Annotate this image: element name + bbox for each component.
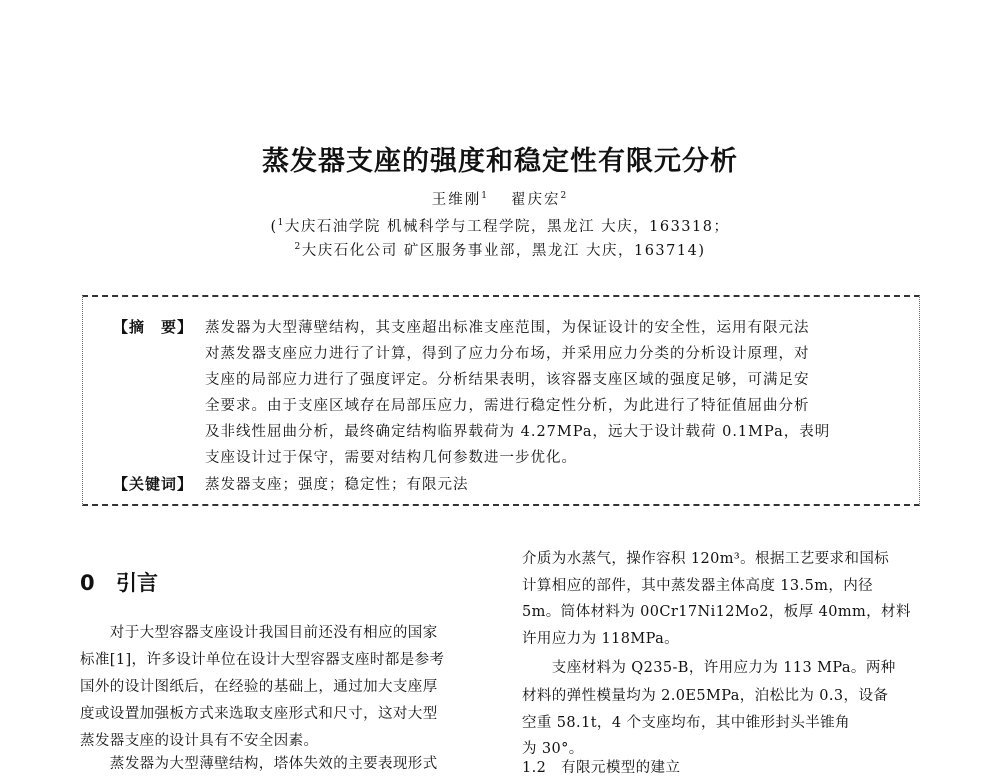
affiliation (0, 239, 1000, 260)
abstract-line: 对蒸发器支座应力进行了计算，得到了应力分布场，并采用应力分类的分析设计原理，对 (205, 346, 810, 362)
author-name: 翟庆宏 (511, 192, 561, 208)
body-line: 对于大型容器支座设计我国目前还没有相应的国家 (80, 625, 438, 641)
body-line: 许用应力为 118MPa。 (522, 631, 680, 647)
body-line: 为 30°。 (522, 741, 584, 757)
body-line: 蒸发器为大型薄壁结构，塔体失效的主要表现形式 (80, 756, 438, 772)
body-line: 介质为水蒸气，操作容积 120m³。根据工艺要求和国标 (522, 551, 890, 567)
affiliation (0, 215, 1000, 236)
author-affil-mark: 1 (481, 191, 489, 202)
author-name: 王维刚 (431, 192, 482, 208)
body-line: 空重 58.1t，4 个支座均布，其中锥形封头半锥角 (522, 715, 850, 731)
affiliation-mark: 1 (277, 218, 285, 229)
author-affil-mark: 2 (560, 191, 569, 202)
affiliation-text: 大庆石油学院 机械科学与工程学院，黑龙江 大庆，163318； (284, 219, 730, 235)
abstract-box (82, 295, 920, 506)
abstract-line: 支座设计过于保守，需要对结构几何参数进一步优化。 (205, 450, 577, 466)
body-line: 计算相应的部件，其中蒸发器主体高度 13.5m，内径 (522, 578, 874, 594)
section-heading (80, 567, 158, 597)
affiliation-paren: ( (270, 219, 278, 235)
abstract-line: 全要求。由于支座区域存在局部压应力，需进行稳定性分析，为此进行了特征值屈曲分析 (205, 398, 810, 414)
section-number: 0 (80, 571, 95, 595)
abstract-label: 【摘 要】 (113, 318, 194, 336)
keywords-text: 蒸发器支座；强度；稳定性；有限元法 (205, 477, 469, 493)
section-title: 引言 (116, 571, 158, 595)
abstract-line: 蒸发器为大型薄壁结构，其支座超出标准支座范围，为保证设计的安全性，运用有限元法 (205, 320, 810, 336)
body-line: 度或设置加强板方式来选取支座形式和尺寸，这对大型 (80, 706, 438, 722)
body-line: 国外的设计图纸后，在经验的基础上，通过加大支座厚 (80, 679, 438, 695)
keywords-label: 【关键词】 (113, 475, 194, 493)
abstract-line: 及非线性屈曲分析，最终确定结构临界载荷为 4.27MPa，远大于设计载荷 0.1MPa，表明 (205, 424, 831, 440)
affiliation-mark: 2 (294, 242, 302, 253)
body-line: 支座材料为 Q235-B，许用应力为 113 MPa。两种 (522, 660, 896, 676)
body-line: 材料的弹性模量均为 2.0E5MPa，泊松比为 0.3，设备 (522, 688, 889, 704)
author-line (0, 188, 1000, 209)
body-line: 5m。筒体材料为 00Cr17Ni12Mo2，板厚 40mm，材料 (522, 604, 911, 620)
subsection-heading: 1.2 有限元模型的建立 (522, 760, 681, 776)
body-line: 蒸发器支座的设计具有不安全因素。 (80, 733, 319, 749)
abstract-line: 支座的局部应力进行了强度评定。分析结果表明，该容器支座区域的强度足够，可满足安 (205, 372, 810, 388)
affiliation-text: 大庆石化公司 矿区服务事业部，黑龙江 大庆，163714) (301, 243, 706, 259)
paper-title: 蒸发器支座的强度和稳定性有限元分析 (262, 146, 738, 177)
body-line: 标准[1]，许多设计单位在设计大型容器支座时都是参考 (80, 652, 445, 668)
